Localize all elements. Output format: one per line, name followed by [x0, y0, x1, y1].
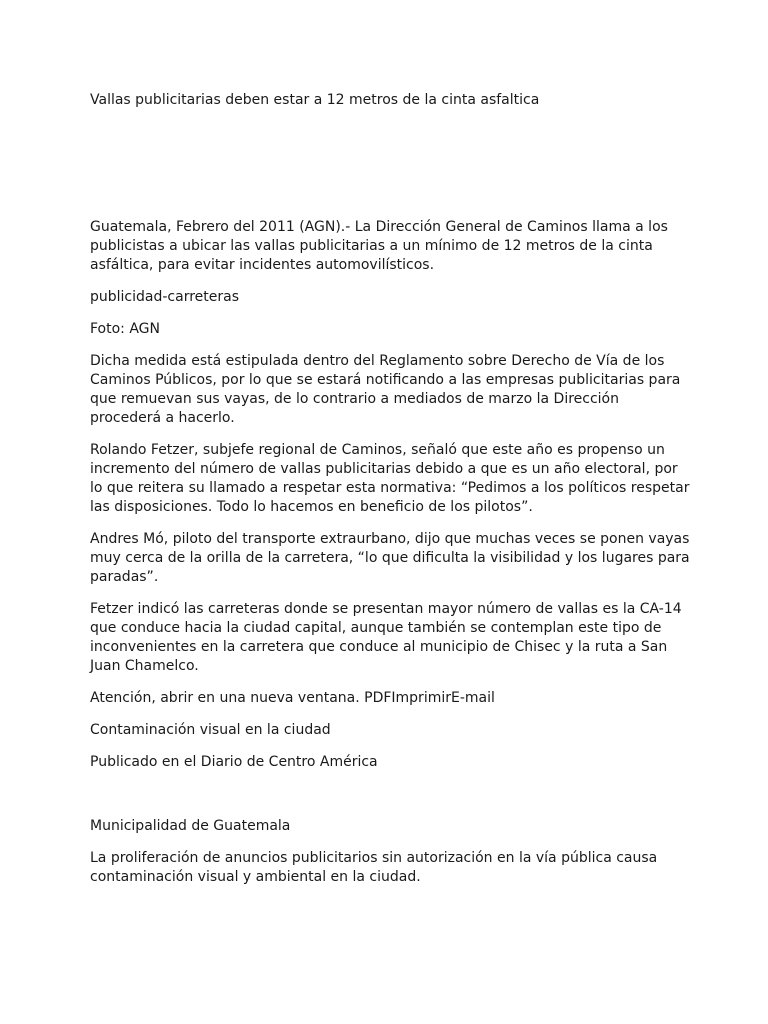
paragraph: La proliferación de anuncios publicitarios sin autorización en la vía pública causa contaminación visual y ambiental en la ciudad. [90, 850, 658, 885]
article-tools-line: Atención, abrir en una nueva ventana. PDFImprimirE-mail [90, 690, 495, 706]
section-heading: Contaminación visual en la ciudad [90, 722, 331, 738]
article-title: Vallas publicitarias deben estar a 12 metros de la cinta asfaltica [90, 92, 540, 108]
blank-space [90, 785, 690, 817]
paragraph-lead: Guatemala, Febrero del 2011 (AGN).- La Dirección General de Caminos llama a los publicistas a ubicar las vallas publicitarias a un mínimo de 12 metros de la cinta asfáltica, para evitar incidentes automovilísticos. [90, 219, 668, 273]
paragraph: Andres Mó, piloto del transporte extraurbano, dijo que muchas veces se ponen vayas muy cerca de la orilla de la carretera, “lo que dificulta la visibilidad y los lugares para paradas”. [90, 531, 690, 585]
paragraph: Rolando Fetzer, subjefe regional de Caminos, señaló que este año es propenso un incremento del número de vallas publicitarias debido a que es un año electoral, por lo que reitera su llamado a respetar esta normativa: “Pedimos a los políticos respetar las disposiciones. Todo lo hacemos en beneficio de los pilotos”. [90, 442, 690, 515]
publication-note: Publicado en el Diario de Centro América [90, 754, 378, 770]
photo-credit: Foto: AGN [90, 321, 160, 337]
source-name: Municipalidad de Guatemala [90, 818, 291, 834]
image-caption-name: publicidad-carreteras [90, 289, 239, 305]
paragraph: Dicha medida está estipulada dentro del Reglamento sobre Derecho de Vía de los Caminos Públicos, por lo que se estará notificando a las empresas publicitarias para que remuevan sus vayas, de lo contrario a mediados de marzo la Dirección procederá a hacerlo. [90, 353, 681, 426]
document-body [90, 91, 690, 900]
paragraph: Fetzer indicó las carreteras donde se presentan mayor número de vallas es la CA-14 que conduce hacia la ciudad capital, aunque también se contemplan este tipo de inconvenientes en la carretera que conduce al municipio de Chisec y la ruta a San Juan Chamelco. [90, 601, 682, 674]
blank-space [90, 110, 690, 218]
